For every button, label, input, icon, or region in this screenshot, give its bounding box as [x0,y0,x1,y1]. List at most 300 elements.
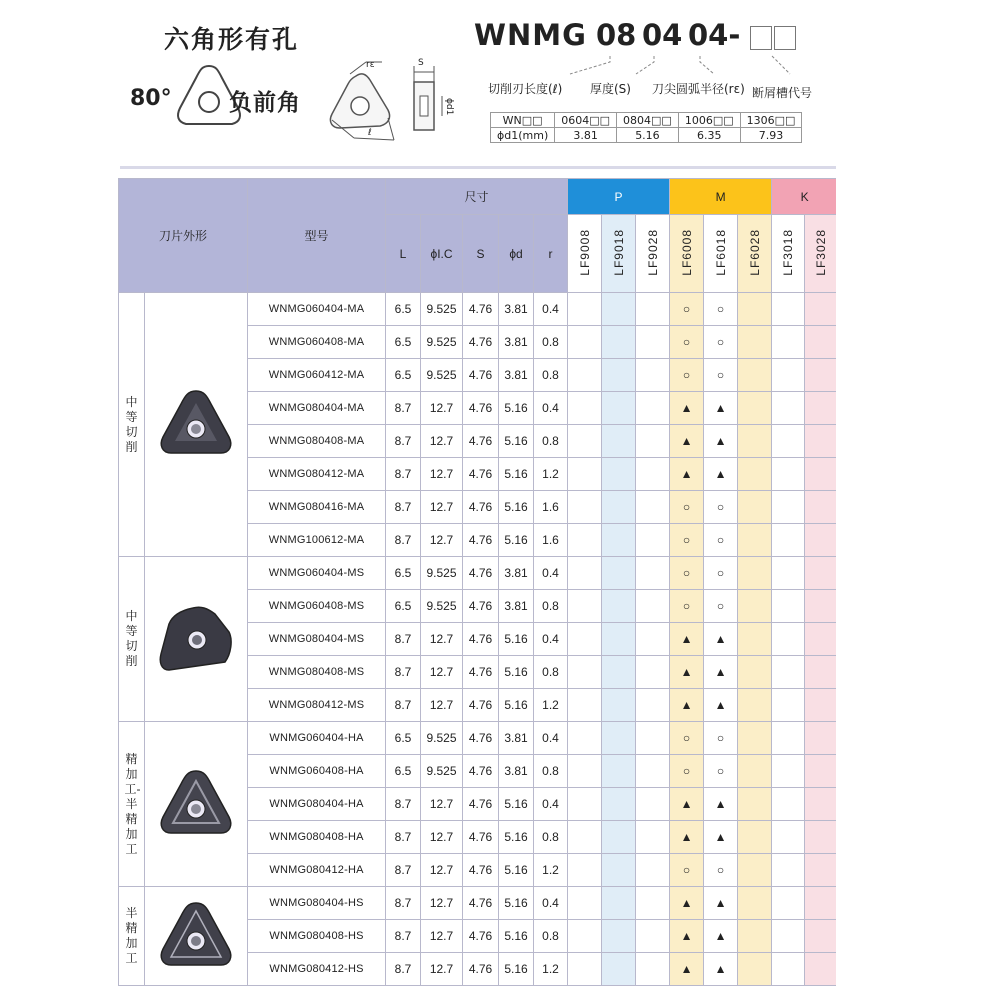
grade-cell [636,821,670,854]
grade-cell [568,656,602,689]
dim-cell: 9.525 [421,359,463,392]
label-nose-radius: 刀尖圆弧半径(rε) [652,82,745,96]
grade-cell [602,821,636,854]
grade-cell [568,821,602,854]
grade-cell [636,953,670,986]
grade-cell [772,491,805,524]
insert-image-cell [145,722,248,887]
code-prefix: WNMG [474,18,587,52]
dim-cell: 4.76 [463,557,499,590]
insert-hs-icon [155,960,237,974]
dim-cell: 8.7 [386,821,421,854]
diagram-d1-label: ϕd1 [444,98,454,116]
dim-cell: 4.76 [463,524,499,557]
insert-title: 六角形有孔 [164,25,300,54]
grade-cell [738,293,772,326]
grade-cell [805,623,836,656]
dim-cell: 0.8 [534,359,568,392]
grade-cell [805,788,836,821]
grade-cell: ▲ [670,920,704,953]
grade-cell [772,854,805,887]
dim-d-header: ϕd [499,215,534,293]
dim-cell: 5.16 [499,458,534,491]
insert-top-view-diagram [324,58,402,150]
grade-cell [738,722,772,755]
grade-cell [568,755,602,788]
grade-cell [738,623,772,656]
grade-header [772,215,805,293]
grade-cell [738,326,772,359]
grade-cell [738,590,772,623]
dim-cell: 0.4 [534,788,568,821]
insert-ma-icon [155,448,237,462]
code-cell: WN□□ [491,113,555,128]
grade-cell: ▲ [704,623,738,656]
grade-cell [602,755,636,788]
code-cell: 0804□□ [617,113,679,128]
dim-cell: 1.2 [534,854,568,887]
grade-cell: ▲ [670,788,704,821]
grade-cell: ▲ [670,623,704,656]
grade-cell [602,491,636,524]
grade-cell [738,491,772,524]
grade-cell: ○ [704,491,738,524]
dim-cell: 4.76 [463,458,499,491]
grade-cell [772,623,805,656]
code-size-table [490,112,802,143]
category-label [119,722,145,887]
grade-label: LF9018 [611,228,626,276]
grade-header [704,215,738,293]
grade-cell [636,854,670,887]
category-text: 精加工-半精加工 [124,751,141,856]
dim-cell: 4.76 [463,920,499,953]
dim-cell: 0.4 [534,293,568,326]
dim-cell: 1.6 [534,491,568,524]
grade-cell [636,623,670,656]
grade-cell [738,920,772,953]
dim-cell: 4.76 [463,788,499,821]
grade-cell [602,392,636,425]
grade-group-m: M [670,179,772,215]
dim-cell: 1.2 [534,953,568,986]
chipbreaker-box-1 [750,26,772,50]
dim-cell: 8.7 [386,458,421,491]
grade-cell [738,425,772,458]
grade-cell [772,293,805,326]
table-row [119,293,837,326]
insert-image-cell [145,557,248,722]
grade-header [568,215,602,293]
dim-cell: 8.7 [386,788,421,821]
dim-cell: 4.76 [463,359,499,392]
grade-cell: ○ [670,326,704,359]
grade-cell: ▲ [704,953,738,986]
grade-cell [636,722,670,755]
dim-cell: 9.525 [421,755,463,788]
grade-cell [805,887,836,920]
model-cell: WNMG060404-MA [248,293,386,326]
grade-cell [738,359,772,392]
dim-cell: 0.4 [534,722,568,755]
grade-cell [738,524,772,557]
grade-cell [568,458,602,491]
grade-cell: ○ [670,854,704,887]
grade-cell: ○ [670,590,704,623]
model-cell: WNMG060404-MS [248,557,386,590]
model-cell: WNMG060408-HA [248,755,386,788]
grade-cell [805,920,836,953]
category-text: 中等切削 [125,609,138,668]
grade-cell [738,821,772,854]
dim-cell: 5.16 [499,953,534,986]
grade-cell [636,590,670,623]
grade-cell: ▲ [670,953,704,986]
model-cell: WNMG080404-MS [248,623,386,656]
dim-cell: 6.5 [386,293,421,326]
grade-cell [805,293,836,326]
dim-cell: 5.16 [499,656,534,689]
dim-cell: 4.76 [463,689,499,722]
model-cell: WNMG080412-HA [248,854,386,887]
grade-cell [738,458,772,491]
dim-cell: 3.81 [499,722,534,755]
grade-cell [772,656,805,689]
grade-cell: ▲ [704,821,738,854]
grade-cell [602,854,636,887]
grade-cell: ○ [670,524,704,557]
dim-cell: 8.7 [386,425,421,458]
dim-cell: 12.7 [421,920,463,953]
dim-cell: 5.16 [499,821,534,854]
grade-cell [568,920,602,953]
grade-cell [602,326,636,359]
grade-cell [602,887,636,920]
grade-header [738,215,772,293]
dim-cell: 0.8 [534,920,568,953]
grade-cell: ○ [704,293,738,326]
dim-cell: 12.7 [421,425,463,458]
dim-cell: 12.7 [421,656,463,689]
grade-cell [772,887,805,920]
grade-cell [568,953,602,986]
grade-cell [636,524,670,557]
grade-cell: ○ [670,557,704,590]
insert-ms-icon [155,663,237,677]
grade-cell: ▲ [704,920,738,953]
table-row [119,722,837,755]
dim-cell: 4.76 [463,425,499,458]
code-cell: 7.93 [740,128,802,143]
dim-cell: 12.7 [421,887,463,920]
insert-ha-icon [155,828,237,842]
grade-cell [568,425,602,458]
grade-cell [772,788,805,821]
grade-cell [738,557,772,590]
diagram-s-label: S [418,58,424,68]
col-dims-header: 尺寸 [386,179,568,215]
dim-cell: 0.8 [534,656,568,689]
grade-label: LF6018 [713,228,728,276]
dim-cell: 12.7 [421,854,463,887]
model-cell: WNMG100612-MA [248,524,386,557]
dim-cell: 5.16 [499,623,534,656]
grade-cell: ▲ [670,887,704,920]
grade-cell [805,326,836,359]
grade-cell: ○ [704,557,738,590]
dim-cell: 6.5 [386,326,421,359]
grade-label: LF3028 [814,228,829,276]
grade-cell [738,887,772,920]
code-cell: 5.16 [617,128,679,143]
grade-cell [568,887,602,920]
grade-cell: ○ [704,722,738,755]
grade-cell [738,392,772,425]
grade-cell [738,854,772,887]
grade-cell [805,392,836,425]
dim-cell: 4.76 [463,491,499,524]
dim-s-header: S [463,215,499,293]
grade-cell [738,656,772,689]
grade-cell: ○ [704,755,738,788]
dim-cell: 3.81 [499,293,534,326]
grade-cell: ○ [704,854,738,887]
grade-cell [602,689,636,722]
grade-cell [602,458,636,491]
dim-cell: 8.7 [386,524,421,557]
grade-cell [805,722,836,755]
dim-cell: 4.76 [463,953,499,986]
dim-cell: 12.7 [421,623,463,656]
rake-label: 负前角 [229,90,301,116]
dim-cell: 5.16 [499,689,534,722]
label-thickness: 厚度(S) [590,82,631,96]
grade-cell [805,359,836,392]
grade-cell [772,722,805,755]
dim-cell: 4.76 [463,887,499,920]
dim-cell: 9.525 [421,557,463,590]
grade-cell [568,689,602,722]
dim-cell: 3.81 [499,755,534,788]
grade-cell: ○ [704,590,738,623]
grade-cell [636,425,670,458]
code-table-row [491,113,802,128]
dim-cell: 12.7 [421,788,463,821]
grade-cell: ▲ [670,821,704,854]
category-label [119,557,145,722]
grade-cell [738,788,772,821]
dim-cell: 3.81 [499,557,534,590]
dim-cell: 0.8 [534,755,568,788]
dim-cell: 12.7 [421,491,463,524]
dim-cell: 4.76 [463,293,499,326]
grade-label: LF9028 [645,228,660,276]
dim-cell: 0.8 [534,821,568,854]
grade-cell [602,524,636,557]
grade-cell [636,656,670,689]
grade-cell [772,326,805,359]
grade-cell [568,788,602,821]
grade-group-k: K [772,179,836,215]
grade-header [670,215,704,293]
dim-cell: 12.7 [421,953,463,986]
dim-cell: 6.5 [386,590,421,623]
model-cell: WNMG080408-MS [248,656,386,689]
grade-cell [568,557,602,590]
grade-cell: ○ [704,359,738,392]
grade-cell [805,557,836,590]
grade-cell [568,854,602,887]
grade-cell [636,887,670,920]
code-cell: 6.35 [678,128,740,143]
grade-cell: ○ [670,491,704,524]
grade-group-p: P [568,179,670,215]
dim-cell: 9.525 [421,722,463,755]
grade-cell [602,359,636,392]
grade-cell [772,755,805,788]
grade-label: LF6008 [679,228,694,276]
dim-cell: 9.525 [421,293,463,326]
dim-cell: 12.7 [421,392,463,425]
diagram-l-label: ℓ [368,128,372,138]
grade-cell: ▲ [704,887,738,920]
grade-cell [772,920,805,953]
grade-cell [568,392,602,425]
dim-cell: 0.8 [534,326,568,359]
grade-header [636,215,670,293]
dim-cell: 12.7 [421,524,463,557]
category-label [119,887,145,986]
dim-cell: 5.16 [499,788,534,821]
grade-cell [772,425,805,458]
grade-cell [636,392,670,425]
grade-cell [738,953,772,986]
model-cell: WNMG060412-MA [248,359,386,392]
dim-cell: 8.7 [386,623,421,656]
category-text: 中等切削 [125,394,138,454]
grade-cell [805,425,836,458]
model-cell: WNMG080404-HS [248,887,386,920]
dim-cell: 12.7 [421,821,463,854]
grade-cell [636,557,670,590]
grade-cell [568,293,602,326]
dim-cell: 6.5 [386,755,421,788]
code-cell: 1306□□ [740,113,802,128]
grade-cell [568,524,602,557]
dim-cell: 9.525 [421,326,463,359]
grade-header [805,215,836,293]
category-text: 半精加工 [125,906,138,965]
dim-cell: 5.16 [499,425,534,458]
grade-cell [772,953,805,986]
grade-cell [568,491,602,524]
grade-cell [568,722,602,755]
grade-cell [602,953,636,986]
grade-cell [805,524,836,557]
grade-cell [602,788,636,821]
header-divider [120,166,836,169]
grade-cell: ○ [670,722,704,755]
model-cell: WNMG080404-HA [248,788,386,821]
dim-cell: 0.8 [534,425,568,458]
grade-cell [568,590,602,623]
grade-cell [602,590,636,623]
grade-cell [772,392,805,425]
code-cell: 3.81 [555,128,617,143]
dim-cell: 5.16 [499,491,534,524]
col-model-header: 型号 [248,179,386,293]
grade-cell: ▲ [704,656,738,689]
grade-cell [602,623,636,656]
grade-cell [636,359,670,392]
chipbreaker-box-2 [774,26,796,50]
grade-cell [636,920,670,953]
grade-cell [568,359,602,392]
dim-r-header: r [534,215,568,293]
dim-cell: 8.7 [386,491,421,524]
grade-cell: ▲ [670,392,704,425]
grade-cell: ▲ [704,458,738,491]
grade-cell [738,755,772,788]
dim-cell: 8.7 [386,854,421,887]
grade-cell [602,656,636,689]
code-radius: 04- [688,18,741,52]
dim-cell: 8.7 [386,656,421,689]
grade-cell [602,293,636,326]
dim-cell: 1.2 [534,689,568,722]
grade-cell: ▲ [704,788,738,821]
dim-cell: 4.76 [463,821,499,854]
grade-cell [636,293,670,326]
grade-label: LF9008 [577,228,592,276]
grade-cell [602,557,636,590]
grade-cell [772,821,805,854]
grade-label: LF6028 [747,228,762,276]
code-cell: ϕd1(mm) [491,128,555,143]
insert-image-cell [145,887,248,986]
dim-cell: 4.76 [463,722,499,755]
grade-cell [772,590,805,623]
grade-cell [772,689,805,722]
grade-cell [805,458,836,491]
dim-cell: 4.76 [463,392,499,425]
diagram-re-label: rε [366,60,375,70]
grade-cell: ○ [704,524,738,557]
code-size: 08 [596,18,637,52]
dim-cell: 8.7 [386,689,421,722]
dim-l-header: L [386,215,421,293]
model-cell: WNMG060408-MS [248,590,386,623]
model-cell: WNMG080412-HS [248,953,386,986]
dim-cell: 5.16 [499,920,534,953]
grade-cell: ▲ [670,458,704,491]
grade-cell [805,821,836,854]
table-row [119,887,837,920]
grade-cell: ○ [670,293,704,326]
model-cell: WNMG060404-HA [248,722,386,755]
label-chipbreaker: 断屑槽代号 [752,86,813,100]
grade-cell: ▲ [670,656,704,689]
dim-cell: 12.7 [421,458,463,491]
model-cell: WNMG080412-MA [248,458,386,491]
dim-cell: 0.8 [534,590,568,623]
dim-cell: 5.16 [499,392,534,425]
product-table [118,178,836,986]
grade-cell [805,953,836,986]
grade-cell [772,524,805,557]
dim-cell: 4.76 [463,326,499,359]
grade-cell [636,788,670,821]
